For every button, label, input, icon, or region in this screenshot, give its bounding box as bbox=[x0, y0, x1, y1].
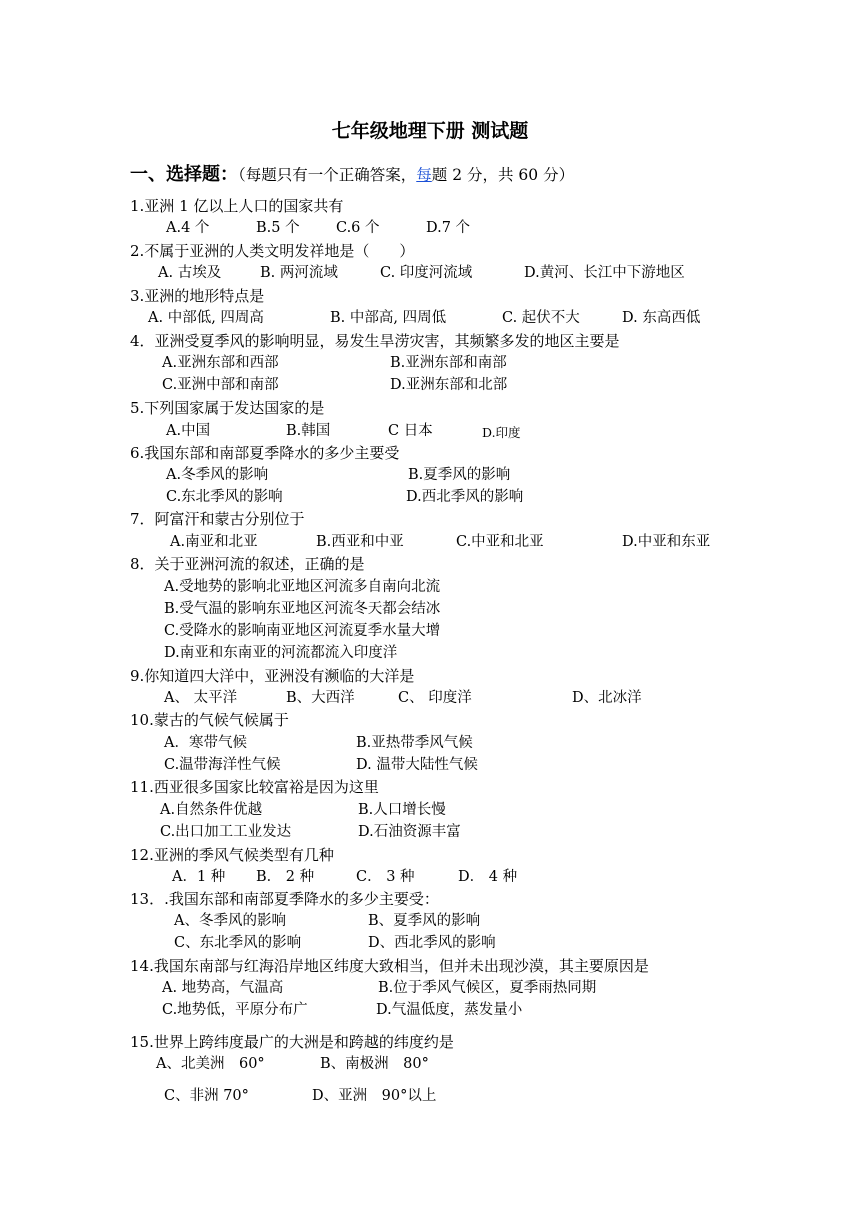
q11-option-b: B.人口增长慢 bbox=[358, 802, 446, 818]
q2-option-a: A. 古埃及 bbox=[158, 265, 222, 281]
q11-option-c: C.出口加工工业发达 bbox=[160, 824, 292, 840]
q10-option-c: C.温带海洋性气候 bbox=[164, 757, 281, 773]
q5-option-d: D.印度 bbox=[482, 425, 521, 440]
q13-option-d: D、西北季风的影响 bbox=[368, 935, 496, 951]
q12-option-c: C． 3 种 bbox=[356, 869, 415, 885]
section-note-link[interactable]: 每 bbox=[416, 166, 432, 184]
q11-option-d: D.石油资源丰富 bbox=[358, 824, 461, 840]
q11-option-a: A.自然条件优越 bbox=[160, 802, 263, 818]
q1-option-d: D.7 个 bbox=[426, 220, 471, 236]
section-note-start: （每题只有一个正确答案， bbox=[238, 166, 417, 184]
q4-option-b: B.亚洲东部和南部 bbox=[390, 355, 507, 371]
q8-option-c: C.受降水的影响南亚地区河流夏季水量大增 bbox=[164, 623, 441, 639]
question-4: 4．亚洲受夏季风的影响明显，易发生旱涝灾害，其频繁多发的地区主要是 bbox=[130, 332, 620, 350]
q13-option-a: A、冬季风的影响 bbox=[174, 913, 286, 929]
q15-option-c: C、非洲 70° bbox=[164, 1088, 249, 1104]
q2-option-d: D.黄河、长江中下游地区 bbox=[524, 265, 685, 281]
q9-option-d: D、北冰洋 bbox=[572, 690, 642, 706]
q4-option-c: C.亚洲中部和南部 bbox=[162, 377, 279, 393]
q7-option-b: B.西亚和中亚 bbox=[316, 534, 404, 550]
q8-option-d: D.南亚和东南亚的河流都流入印度洋 bbox=[164, 645, 398, 661]
q9-option-c: C、 印度洋 bbox=[398, 690, 472, 706]
question-2: 2.不属于亚洲的人类文明发祥地是（ ） bbox=[130, 242, 415, 260]
q3-option-d: D. 东高西低 bbox=[622, 310, 701, 326]
question-15: 15.世界上跨纬度最广的大洲是和跨越的纬度约是 bbox=[130, 1033, 454, 1051]
q5-option-c: C 日本 bbox=[388, 423, 433, 439]
q2-option-c: C. 印度河流域 bbox=[380, 265, 473, 281]
q15-option-b: B、南极洲 80° bbox=[320, 1056, 429, 1072]
q14-option-c: C.地势低，平原分布广 bbox=[162, 1002, 308, 1018]
q6-option-b: B.夏季风的影响 bbox=[408, 467, 511, 483]
question-12: 12.亚洲的季风气候类型有几种 bbox=[130, 846, 334, 864]
q6-option-d: D.西北季风的影响 bbox=[406, 489, 524, 505]
q10-option-a: A．寒带气候 bbox=[164, 735, 247, 751]
q13-option-b: B、夏季风的影响 bbox=[368, 913, 481, 929]
q14-option-d: D.气温低度，蒸发量小 bbox=[376, 1002, 523, 1018]
q9-option-b: B、大西洋 bbox=[286, 690, 355, 706]
section-title: 一、选择题： bbox=[130, 164, 238, 185]
question-5: 5.下列国家属于发达国家的是 bbox=[130, 399, 325, 417]
q7-option-a: A.南亚和北亚 bbox=[170, 534, 258, 550]
q13-option-c: C、东北季风的影响 bbox=[174, 935, 302, 951]
q7-option-c: C.中亚和北亚 bbox=[456, 534, 544, 550]
question-13: 13．.我国东部和南部夏季降水的多少主要受： bbox=[130, 890, 439, 908]
q9-option-a: A、 太平洋 bbox=[164, 690, 238, 706]
q4-option-a: A.亚洲东部和西部 bbox=[162, 355, 279, 371]
section-note-end: 题 2 分，共 60 分） bbox=[431, 166, 575, 184]
question-9: 9.你知道四大洋中，亚洲没有濒临的大洋是 bbox=[130, 667, 415, 685]
question-3: 3.亚洲的地形特点是 bbox=[130, 287, 265, 305]
q2-option-b: B. 两河流域 bbox=[260, 265, 338, 281]
q10-option-b: B.亚热带季风气候 bbox=[356, 735, 473, 751]
q10-option-d: D. 温带大陆性气候 bbox=[356, 757, 478, 773]
q8-option-a: A.受地势的影响北亚地区河流多自南向北流 bbox=[164, 579, 441, 595]
q3-option-b: B. 中部高, 四周低 bbox=[330, 310, 447, 326]
q6-option-c: C.东北季风的影响 bbox=[166, 489, 283, 505]
question-6: 6.我国东部和南部夏季降水的多少主要受 bbox=[130, 444, 400, 462]
q1-option-a: A.4 个 bbox=[166, 220, 210, 236]
q1-option-b: B.5 个 bbox=[256, 220, 300, 236]
question-1: 1.亚洲 1 亿以上人口的国家共有 bbox=[130, 197, 344, 215]
q4-option-d: D.亚洲东部和北部 bbox=[390, 377, 508, 393]
q6-option-a: A.冬季风的影响 bbox=[166, 467, 269, 483]
question-14: 14.我国东南部与红海沿岸地区纬度大致相当，但并未出现沙漠，其主要原因是 bbox=[130, 957, 649, 975]
q15-option-d: D、亚洲 90°以上 bbox=[312, 1088, 437, 1104]
q12-option-d: D． 4 种 bbox=[458, 869, 518, 885]
section-heading bbox=[130, 160, 574, 186]
q14-option-b: B.位于季风气候区，夏季雨热同期 bbox=[378, 980, 597, 996]
q5-option-b: B.韩国 bbox=[286, 423, 331, 439]
question-7: 7．阿富汗和蒙古分别位于 bbox=[130, 510, 305, 528]
q3-option-a: A. 中部低, 四周高 bbox=[148, 310, 264, 326]
q1-option-c: C.6 个 bbox=[336, 220, 380, 236]
q12-option-a: A．1 种 bbox=[172, 869, 226, 885]
q5-option-a: A.中国 bbox=[166, 423, 211, 439]
q14-option-a: A. 地势高，气温高 bbox=[162, 980, 284, 996]
question-11: 11.西亚很多国家比较富裕是因为这里 bbox=[130, 778, 379, 796]
q7-option-d: D.中亚和东亚 bbox=[622, 534, 711, 550]
q8-option-b: B.受气温的影响东亚地区河流冬天都会结冰 bbox=[164, 601, 441, 617]
q15-option-a: A、北美洲 60° bbox=[156, 1056, 265, 1072]
q3-option-c: C. 起伏不大 bbox=[502, 310, 580, 326]
question-8: 8．关于亚洲河流的叙述，正确的是 bbox=[130, 555, 365, 573]
q12-option-b: B． 2 种 bbox=[256, 869, 315, 885]
question-10: 10.蒙古的气候气候属于 bbox=[130, 711, 289, 729]
page-title: 七年级地理下册 测试题 bbox=[331, 120, 529, 142]
